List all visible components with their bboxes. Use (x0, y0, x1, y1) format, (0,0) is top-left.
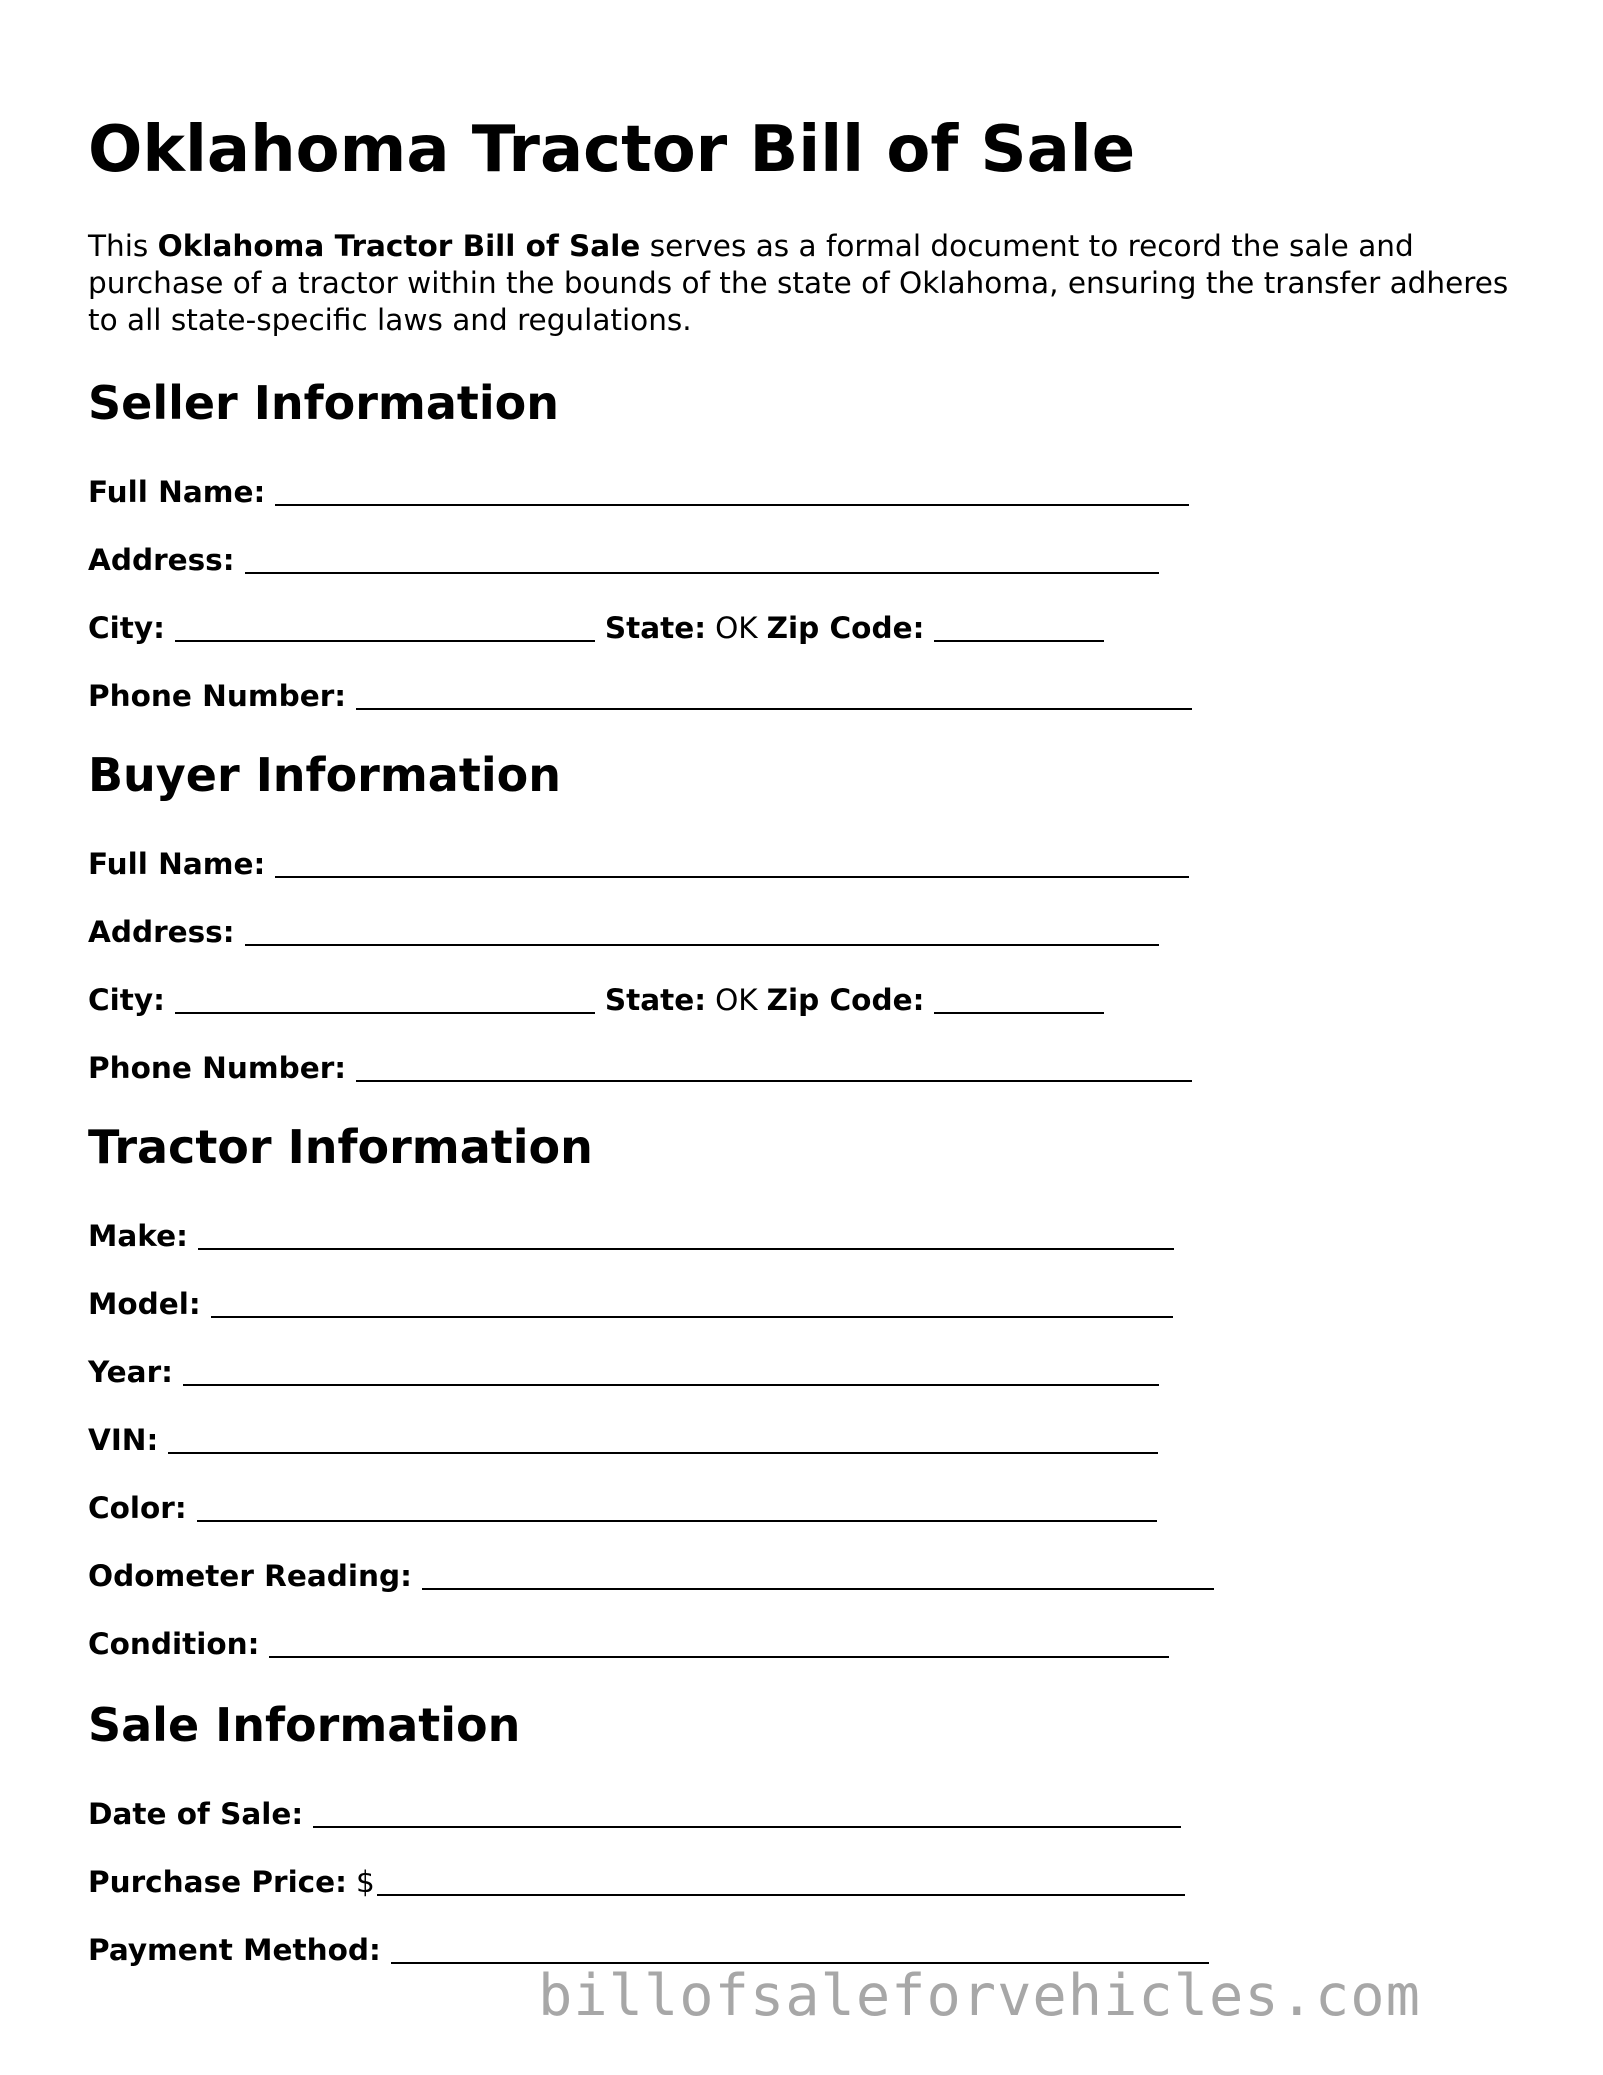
buyer-address-field[interactable] (245, 944, 1159, 946)
sale-price-field[interactable] (377, 1894, 1185, 1896)
seller-state-label: State: (604, 611, 707, 645)
tractor-section-heading: Tractor Information (88, 1120, 593, 1174)
buyer-zip-field[interactable] (934, 1012, 1104, 1014)
sale-payment-row (88, 1928, 1209, 1968)
seller-phone-row (88, 674, 1192, 714)
buyer-address-row (88, 910, 1159, 950)
seller-city-state-zip-row (88, 606, 1104, 646)
buyer-phone-label: Phone Number: (88, 1051, 347, 1085)
seller-full-name-label: Full Name: (88, 475, 266, 509)
tractor-color-row (88, 1486, 1157, 1526)
intro-suffix: serves as a formal document to record the sale and purchase of a tractor within the bounds of the state of Oklahoma, ensuring the transfer adheres to all state-specific laws and regulations. (88, 229, 1509, 337)
tractor-make-label: Make: (88, 1219, 188, 1253)
buyer-full-name-label: Full Name: (88, 847, 266, 881)
sale-price-row (88, 1860, 1185, 1900)
tractor-model-label: Model: (88, 1287, 201, 1321)
tractor-color-field[interactable] (197, 1520, 1157, 1522)
seller-address-row (88, 538, 1159, 578)
seller-phone-field[interactable] (356, 708, 1192, 710)
tractor-year-row (88, 1350, 1159, 1390)
seller-phone-label: Phone Number: (88, 679, 347, 713)
tractor-vin-row (88, 1418, 1158, 1458)
seller-state-value: OK (715, 611, 758, 645)
buyer-address-label: Address: (88, 915, 235, 949)
buyer-zip-label: Zip Code: (766, 983, 925, 1017)
tractor-year-label: Year: (88, 1355, 173, 1389)
buyer-city-field[interactable] (175, 1012, 595, 1014)
sale-currency-symbol: $ (355, 1865, 375, 1899)
intro-prefix: This (88, 229, 158, 263)
tractor-model-field[interactable] (211, 1316, 1173, 1318)
tractor-condition-row (88, 1622, 1169, 1662)
seller-zip-field[interactable] (934, 640, 1104, 642)
seller-city-label: City: (88, 611, 165, 645)
tractor-make-row (88, 1214, 1174, 1254)
buyer-city-label: City: (88, 983, 165, 1017)
tractor-model-row (88, 1282, 1173, 1322)
tractor-odometer-field[interactable] (422, 1588, 1214, 1590)
sale-date-row (88, 1792, 1181, 1832)
intro-paragraph (88, 228, 1528, 339)
sale-price-label: Purchase Price: (88, 1865, 347, 1899)
tractor-condition-field[interactable] (269, 1656, 1169, 1658)
buyer-full-name-field[interactable] (275, 876, 1189, 878)
seller-zip-label: Zip Code: (766, 611, 925, 645)
seller-city-field[interactable] (175, 640, 595, 642)
sale-section-heading: Sale Information (88, 1698, 521, 1752)
seller-address-label: Address: (88, 543, 235, 577)
tractor-vin-field[interactable] (168, 1452, 1158, 1454)
site-watermark: billofsaleforvehicles.com (538, 1963, 1421, 2029)
sale-payment-label: Payment Method: (88, 1933, 381, 1967)
tractor-make-field[interactable] (198, 1248, 1174, 1250)
buyer-full-name-row (88, 842, 1189, 882)
seller-section-heading: Seller Information (88, 376, 560, 430)
buyer-city-state-zip-row (88, 978, 1104, 1018)
seller-full-name-field[interactable] (275, 504, 1189, 506)
intro-bold-title: Oklahoma Tractor Bill of Sale (157, 229, 641, 263)
tractor-year-field[interactable] (183, 1384, 1159, 1386)
buyer-state-value: OK (715, 983, 758, 1017)
buyer-section-heading: Buyer Information (88, 748, 561, 802)
sale-date-field[interactable] (313, 1826, 1181, 1828)
buyer-state-label: State: (604, 983, 707, 1017)
document-title: Oklahoma Tractor Bill of Sale (88, 113, 1136, 187)
sale-date-label: Date of Sale: (88, 1797, 304, 1831)
tractor-odometer-row (88, 1554, 1214, 1594)
buyer-phone-field[interactable] (356, 1080, 1192, 1082)
tractor-condition-label: Condition: (88, 1627, 260, 1661)
tractor-color-label: Color: (88, 1491, 187, 1525)
seller-address-field[interactable] (245, 572, 1159, 574)
tractor-vin-label: VIN: (88, 1423, 159, 1457)
tractor-odometer-label: Odometer Reading: (88, 1559, 412, 1593)
seller-full-name-row (88, 470, 1189, 510)
buyer-phone-row (88, 1046, 1192, 1086)
